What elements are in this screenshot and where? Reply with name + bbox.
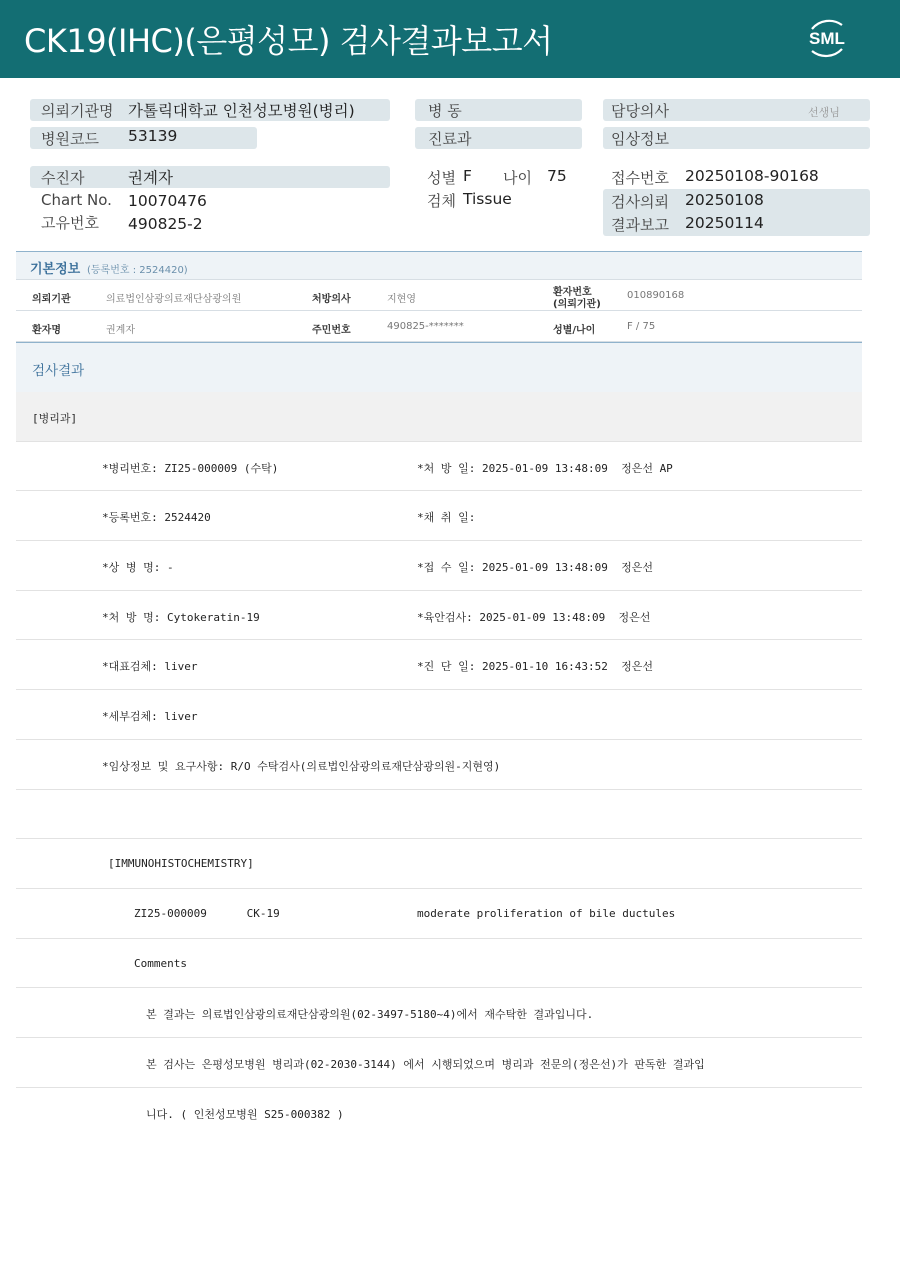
result-row [16, 690, 862, 740]
patient-no-label: 환자번호 [553, 287, 592, 298]
result-text: *접 수 일: 2025-01-09 13:48:09 정은선 [417, 561, 653, 575]
result-row [16, 1038, 862, 1088]
org-label: 의뢰기관 [32, 294, 71, 305]
doctor-suffix: 선생님 [808, 106, 840, 119]
unique-no-value: 490825-2 [128, 215, 203, 233]
result-row [16, 889, 862, 939]
sex-value: F [463, 167, 472, 185]
result-text: 니다. ( 인천성모병원 S25-000382 ) [146, 1107, 344, 1121]
result-row [16, 1088, 862, 1138]
receipt-no-value: 20250108-90168 [685, 167, 819, 185]
result-row [16, 839, 862, 889]
result-row [16, 491, 862, 541]
specimen-label: 검체 [427, 192, 456, 210]
result-text: *진 단 일: 2025-01-10 16:43:52 정은선 [417, 660, 653, 674]
request-date-value: 20250108 [685, 191, 764, 209]
result-section [16, 342, 862, 1137]
result-text: [IMMUNOHISTOCHEMISTRY] [108, 857, 254, 871]
patient-value: 권계자 [128, 169, 173, 187]
result-title: 검사결과 [32, 363, 85, 379]
basic-info-header [16, 251, 862, 280]
department-label: 진료과 [428, 130, 472, 148]
requesting-org-value: 가톨릭대학교 인천성모병원(병리) [128, 102, 355, 120]
result-text: [병리과] [32, 412, 78, 425]
result-text: *세부검체: liver [102, 710, 198, 724]
receipt-no-label: 접수번호 [611, 169, 669, 187]
result-row [16, 591, 862, 641]
name-label: 환자명 [32, 325, 61, 336]
result-text: 본 결과는 의료법인삼광의료재단삼광의원(02-3497-5180~4)에서 재수탁한 결과입니다. [146, 1008, 594, 1022]
result-row [16, 640, 862, 690]
sml-logo [802, 13, 852, 63]
result-text: *처 방 일: 2025-01-09 13:48:09 정은선 AP [417, 461, 673, 475]
name-value: 권계자 [106, 325, 135, 336]
hospital-code-value: 53139 [128, 127, 178, 145]
prescriber-value: 지현영 [387, 294, 416, 305]
patient-no-value: 010890168 [627, 290, 685, 301]
report-title: CK19(IHC)(은평성모) 검사결과보고서 [24, 22, 553, 60]
basic-info-title: 기본정보 [30, 262, 81, 277]
report-date-value: 20250114 [685, 214, 764, 232]
sex-label: 성별 [427, 169, 456, 187]
basic-info-table [16, 251, 862, 342]
result-text: *병리번호: ZI25-000009 (수탁) [102, 461, 279, 475]
rrn-label: 주민번호 [312, 325, 351, 336]
result-text: *대표검체: liver [102, 660, 198, 674]
result-text: *상 병 명: - [102, 561, 174, 575]
sex-age-label: 성별/나이 [553, 325, 596, 336]
chart-no-value: 10070476 [128, 192, 207, 210]
result-row [16, 541, 862, 591]
request-date-label: 검사의뢰 [611, 193, 669, 211]
result-row [16, 392, 862, 442]
specimen-value: Tissue [463, 190, 512, 208]
result-row [16, 740, 862, 790]
result-row [16, 442, 862, 492]
age-label: 나이 [503, 169, 532, 187]
age-value: 75 [547, 167, 567, 185]
doctor-label: 담당의사 [611, 102, 669, 120]
result-text: *육안검사: 2025-01-09 13:48:09 정은선 [417, 610, 651, 624]
patient-no-sublabel: (의뢰기관) [553, 299, 601, 310]
org-value: 의료법인삼광의료재단삼광의원 [106, 294, 242, 305]
clinical-info-label: 임상정보 [611, 130, 669, 148]
result-text: *임상정보 및 요구사항: R/O 수탁검사(의료법인삼광의료재단삼광의원-지현영) [102, 759, 501, 773]
unique-no-label: 고유번호 [41, 214, 99, 232]
hospital-code-label: 병원코드 [41, 130, 99, 148]
result-header [16, 342, 862, 392]
result-text: *채 취 일: [417, 511, 476, 525]
ward-label: 병 동 [428, 102, 462, 120]
result-row [16, 790, 862, 840]
patient-label: 수진자 [41, 169, 85, 187]
basic-info-row [16, 280, 862, 311]
result-text: ZI25-000009 CK-19 [134, 906, 280, 920]
rrn-value: 490825-******* [387, 321, 464, 332]
svg-text:SML: SML [809, 29, 845, 48]
prescriber-label: 처방의사 [312, 294, 351, 305]
basic-info-row [16, 311, 862, 342]
sex-age-value: F / 75 [627, 321, 656, 332]
result-text: *처 방 명: Cytokeratin-19 [102, 610, 260, 624]
result-text: 본 검사는 은평성모병원 병리과(02-2030-3144) 에서 시행되었으며 병리과 전문의(정은선)가 판독한 결과입 [146, 1057, 705, 1071]
chart-no-label: Chart No. [41, 191, 112, 209]
result-text: *등록번호: 2524420 [102, 511, 211, 525]
report-date-label: 결과보고 [611, 216, 669, 234]
result-row [16, 939, 862, 989]
result-row [16, 988, 862, 1038]
registration-number: (등록번호 : 2524420) [87, 265, 188, 276]
result-text: Comments [134, 956, 187, 970]
report-header [0, 0, 900, 78]
requesting-org-label: 의뢰기관명 [41, 102, 114, 120]
result-text: moderate proliferation of bile ductules [417, 906, 676, 920]
